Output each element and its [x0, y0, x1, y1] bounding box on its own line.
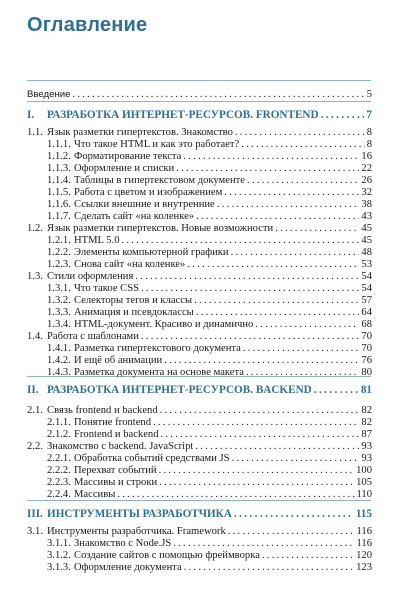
- toc-entry-number: 2.1.1.: [47, 417, 71, 428]
- toc-entry-page: 32: [361, 187, 372, 198]
- toc-entry-number: 1.1.4.: [47, 175, 71, 186]
- toc-entry-number: 3.1.1.: [47, 538, 71, 549]
- toc-entry-page: 116: [356, 538, 372, 549]
- toc-entry-page: 115: [355, 508, 372, 520]
- toc-entry-page: 7: [366, 109, 372, 121]
- toc-entry-number: III.: [27, 508, 43, 520]
- toc-entry-number: 1.4.3.: [47, 367, 71, 378]
- toc-entry-number: 1.1.6.: [47, 199, 71, 210]
- toc-entry-number: 3.1.2.: [47, 550, 71, 561]
- toc-entry-title: Знакомство с backend. JavaScript: [47, 441, 194, 452]
- toc-entry-number: I.: [27, 109, 35, 121]
- toc-entry-page: 100: [356, 465, 372, 476]
- dot-leader: [72, 88, 364, 101]
- toc-entry-number: 1.1.5.: [47, 187, 71, 198]
- dot-leader: [246, 366, 359, 379]
- toc-entry-number: 1.2.1.: [47, 235, 71, 246]
- toc-entry-number: 1.2.: [27, 223, 43, 234]
- toc-entry-title: Инструменты разработчика. Framework: [47, 526, 226, 537]
- toc-entry-title: Оформление и списки: [74, 163, 175, 174]
- toc-entry-number: 2.2.: [27, 441, 43, 452]
- toc-entry-title: РАЗРАБОТКА ИНТЕРНЕТ-РЕСУРСОВ. BACKEND: [47, 384, 312, 396]
- toc-entry-title: Создание сайтов с помощью фреймворка: [74, 550, 260, 561]
- toc-entry-title: Разметка документа на основе макета: [74, 367, 244, 378]
- toc-entry-title: Стили оформления: [47, 271, 134, 282]
- toc-entry-page: 76: [361, 355, 372, 366]
- toc-entry-title: Знакомство с Node.JS: [74, 538, 172, 549]
- toc-entry-number: 1.3.4.: [47, 319, 71, 330]
- toc-entry-number: 1.1.3.: [47, 163, 71, 174]
- toc-entry-page: 87: [361, 429, 372, 440]
- toc-entry-title: И ещё об анимации: [74, 355, 163, 366]
- toc-entry-page: 123: [356, 562, 372, 573]
- toc-entry[interactable]: [0, 88, 400, 101]
- toc-entry-number: 1.4.1.: [47, 343, 71, 354]
- dot-leader: [117, 488, 354, 501]
- toc-entry-title: Что такое HTML и как это работает?: [74, 139, 240, 150]
- toc-entry-title: Язык разметки гипертекстов. Знакомство: [47, 127, 233, 138]
- toc-entry-page: 82: [361, 417, 372, 428]
- toc-entry-title: Селекторы тегов и классы: [74, 295, 193, 306]
- dot-leader: [321, 109, 365, 122]
- toc-entry[interactable]: [0, 488, 400, 501]
- toc-entry-page: 26: [361, 175, 372, 186]
- toc-entry-page: 57: [361, 295, 372, 306]
- toc-entry-number: 1.4.2.: [47, 355, 71, 366]
- toc-entry-title: Понятие frontend: [74, 417, 152, 428]
- toc-entry-number: 3.1.: [27, 526, 43, 537]
- toc-entry-title: Массивы: [74, 489, 116, 500]
- dot-leader: [184, 561, 354, 574]
- toc-entry-title: Что такое CSS: [74, 283, 140, 294]
- toc-entry-page: 54: [361, 283, 372, 294]
- toc-entry-page: 81: [360, 384, 372, 396]
- dot-leader: [314, 384, 359, 397]
- toc-entry-title: РАЗРАБОТКА ИНТЕРНЕТ-РЕСУРСОВ. FRONTEND: [47, 109, 319, 121]
- toc-entry-page: 105: [356, 477, 372, 488]
- toc-entry-page: 82: [361, 405, 372, 416]
- toc-entry-title: Форматирование текста: [74, 151, 182, 162]
- toc-entry-page: 53: [361, 259, 372, 270]
- toc-entry-number: 1.3.1.: [47, 283, 71, 294]
- toc-entry-title: Анимация и псевдоклассы: [74, 307, 194, 318]
- toc-entry-title: Массивы и строки: [74, 477, 158, 488]
- toc-entry-page: 68: [361, 319, 372, 330]
- toc-entry-page: 93: [361, 453, 372, 464]
- toc-entry-page: 64: [361, 307, 372, 318]
- toc-entry[interactable]: [0, 508, 400, 521]
- dot-leader: [234, 508, 354, 521]
- toc-entry-page: 8: [366, 139, 372, 150]
- toc-entry[interactable]: [0, 366, 400, 379]
- toc-entry-page: 8: [366, 127, 372, 138]
- toc-entry-number: 1.1.7.: [47, 211, 71, 222]
- toc-entry-title: HTML-документ. Красиво и динамично: [74, 319, 254, 330]
- toc-entry-title: Таблицы в гипертекстовом документе: [74, 175, 245, 186]
- toc-entry-page: 45: [361, 223, 372, 234]
- toc-entry-title: Работа с шаблонами: [47, 331, 139, 342]
- toc-entry-number: 2.2.1.: [47, 453, 71, 464]
- toc-entry-title: Элементы компьютерной графики: [74, 247, 229, 258]
- toc-entry-page: 120: [356, 550, 372, 561]
- toc-entry-title: Оформление документа: [74, 562, 182, 573]
- toc-entry-number: 1.1.1.: [47, 139, 71, 150]
- toc-entry-page: 93: [361, 441, 372, 452]
- toc-entry[interactable]: [0, 384, 400, 397]
- toc-entry-page: 54: [361, 271, 372, 282]
- toc-entry-title: Frontend и backend: [74, 429, 159, 440]
- toc-entry-page: 16: [361, 151, 372, 162]
- toc-entry-number: 1.3.: [27, 271, 43, 282]
- toc-entry-page: 70: [361, 343, 372, 354]
- toc-entry-number: 2.1.: [27, 405, 43, 416]
- toc-entry-page: 45: [361, 235, 372, 246]
- toc-entry-number: 2.2.3.: [47, 477, 71, 488]
- toc-entry-number: 2.2.4.: [47, 489, 71, 500]
- toc-entry-title: Перехват событий: [74, 465, 157, 476]
- toc-entry[interactable]: [0, 109, 400, 122]
- toc-entry-page: 48: [361, 247, 372, 258]
- toc-entry-number: 1.1.: [27, 127, 43, 138]
- toc-entry-page: 110: [356, 489, 372, 500]
- toc-entry-title: Снова сайт «на коленке»: [74, 259, 186, 270]
- toc-entry-title: Обработка событий средствами JS: [74, 453, 230, 464]
- toc-entry-title: Ссылки внешние и внутренние: [74, 199, 215, 210]
- toc-entry-number: 1.3.2.: [47, 295, 71, 306]
- toc-entry-title: HTML 5.0: [74, 235, 120, 246]
- toc-entry-number: 2.2.2.: [47, 465, 71, 476]
- toc-entry-title: Работа с цветом и изображением: [74, 187, 223, 198]
- toc-entry-page: 80: [361, 367, 372, 378]
- toc-entry-page: 5: [366, 89, 372, 100]
- toc-entry-title: Разметка гипертекстового документа: [74, 343, 241, 354]
- toc-entry-title: Введение: [27, 89, 71, 100]
- toc-entry-page: 116: [356, 526, 372, 537]
- toc-entry-page: 22: [361, 163, 372, 174]
- toc-entry[interactable]: [0, 561, 400, 574]
- toc-entry-number: II.: [27, 384, 39, 396]
- toc-entry-title: ИНСТРУМЕНТЫ РАЗРАБОТЧИКА: [47, 508, 232, 520]
- toc-entry-title: Язык разметки гипертекстов. Новые возможности: [47, 223, 274, 234]
- divider: [27, 101, 371, 102]
- toc-entry-number: 1.2.3.: [47, 259, 71, 270]
- toc-entry-number: 2.1.2.: [47, 429, 71, 440]
- toc-entry-title: Связь frontend и backend: [47, 405, 158, 416]
- toc-entry-number: 1.3.3.: [47, 307, 71, 318]
- toc-entry-number: 3.1.3.: [47, 562, 71, 573]
- toc-entry-page: 38: [361, 199, 372, 210]
- page-title: Оглавление: [27, 14, 148, 36]
- toc-entry-number: 1.4.: [27, 331, 43, 342]
- toc-entry-page: 43: [361, 211, 372, 222]
- toc-entry-page: 70: [361, 331, 372, 342]
- toc-entry-number: 1.1.2.: [47, 151, 71, 162]
- divider: [27, 80, 371, 81]
- toc-entry-title: Сделать сайт «на коленке»: [74, 211, 195, 222]
- toc-entry-number: 1.2.2.: [47, 247, 71, 258]
